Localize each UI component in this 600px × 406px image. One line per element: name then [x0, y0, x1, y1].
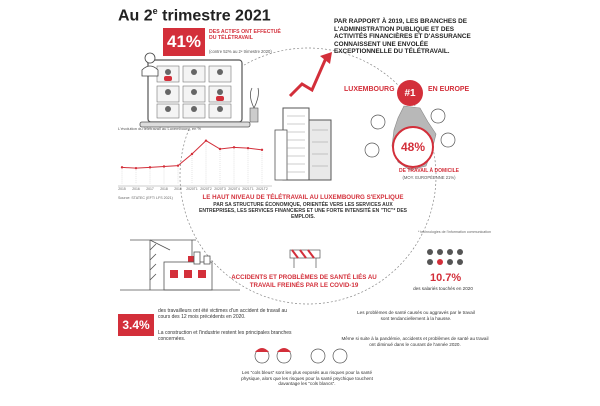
chart-marks [121, 139, 263, 184]
title-sup: e [152, 6, 158, 16]
chart-point [205, 139, 207, 141]
stat-41-sub: (contre 52% au 2ᵉ trimestre 2020) [209, 49, 272, 54]
stat-41-value: 41% [163, 28, 205, 56]
helmet-shapes [255, 348, 291, 352]
ranking-right: EN EUROPE [428, 86, 470, 93]
chart-point [163, 165, 165, 167]
stat-107-text-r2: Même si suite à la pandémie, accidents et problèmes de santé au travail ont diminué dans le courant de l'année 2020. [341, 336, 489, 347]
chart-point [149, 166, 151, 168]
home-work-label: DE TRAVAIL À DOMICILE [399, 168, 459, 174]
chart-tick-label: 2017 [146, 187, 154, 191]
chart-point [233, 146, 235, 148]
chart-tick-label: 2018 [160, 187, 168, 191]
chart-point [191, 153, 193, 155]
laptop-illustration [140, 53, 250, 127]
barrier-icon [290, 250, 320, 268]
chart-ticks [118, 187, 268, 191]
chart-tick-label: 2020T2 [200, 187, 212, 191]
chart-point [247, 147, 249, 149]
chart-point [121, 166, 123, 168]
bottom-text: Les "cols bleus" sont les plus exposés aux risques pour la santé physique, alors que les risques pour la santé psychique touchent davantage les "cols blancs". [241, 370, 373, 387]
plant-illustration [250, 88, 259, 122]
stat-34-value: 3.4% [118, 314, 154, 336]
stat-107-text-r1: Les problèmes de santé causés ou aggravés par le travail sont tendanciellement à la hausse. [357, 310, 475, 321]
chart-tick-label: 2020T3 [214, 187, 226, 191]
chart-point [135, 167, 137, 169]
chart-tick-label: 2020T1 [186, 187, 198, 191]
home-work-sub: (MOY. EUROPÉENNE 21%) [402, 175, 456, 180]
people-icon-group-right [427, 249, 463, 265]
stat-34-text1: des travailleurs ont été victimes d'un accident de travail au cours des 12 mois précédents en 2020. [158, 308, 288, 320]
footnote: * technologies de l'information communication [418, 230, 491, 234]
ranking-badge: #1 [397, 80, 423, 106]
chart-tick-label: 2015 [118, 187, 126, 191]
chart-point [219, 148, 221, 150]
stat-107-text: des salariés touchés en 2020 [413, 286, 473, 291]
chart-point [177, 164, 179, 166]
accidents-title: ACCIDENTS ET PROBLÈMES DE SANTÉ LIÉS AU TRAVAIL FREINÉS PAR LE COVID-19 [231, 274, 377, 289]
chart-tick-label: 2021T1 [242, 187, 254, 191]
main-message-headline: LE HAUT NIVEAU DE TÉLÉTRAVAIL AU LUXEMBOURG S'EXPLIQUE [202, 194, 404, 201]
main-message [196, 194, 410, 220]
intro-text: PAR RAPPORT À 2019, LES BRANCHES DE L'ADMINISTRATION PUBLIQUE ET DES ACTIVITÉS FINANCIÈRES ET D'ASSURANCE CONNAISSENT UNE ENVOLÉE EXCEPTIONNELLE DU TÉLÉTRAVAIL. [334, 18, 471, 55]
stat-41-label: DES ACTIFS ONT EFFECTUÉ DU TÉLÉTRAVAIL [209, 29, 281, 41]
worker-heads [255, 349, 347, 363]
chart-title: L'évolution du télétravail au Luxembourg, en % [118, 126, 202, 131]
home-work-value: 48% [392, 126, 434, 168]
title-rest: trimestre 2021 [157, 7, 271, 25]
stat-41 [163, 28, 283, 58]
chart-tick-label: 2020T4 [228, 187, 240, 191]
stat-34-text2: La construction et l'industrie restent les principales branches concernées. [158, 330, 292, 342]
stat-107-value: 10.7% [430, 272, 462, 284]
chart-source: Source: STATEC (EFT/ LFS 2021) [118, 196, 173, 200]
chart-tick-label: 2019 [174, 187, 182, 191]
chart-point [261, 149, 263, 151]
building-illustration [275, 52, 332, 180]
chart-tick-label: 2021T2 [256, 187, 268, 191]
main-message-body: PAR SA STRUCTURE ÉCONOMIQUE, ORIENTÉE VERS LES SERVICES AUX ENTREPRISES, LES SERVICES FINANCIERS ET UNE FORTE INTENSITÉ EN "TIC"* DES EMPLOIS. [198, 202, 407, 220]
title-main: Au 2 [118, 7, 153, 25]
chart-tick-label: 2016 [132, 187, 140, 191]
ranking-left: LUXEMBOURG [344, 86, 395, 93]
